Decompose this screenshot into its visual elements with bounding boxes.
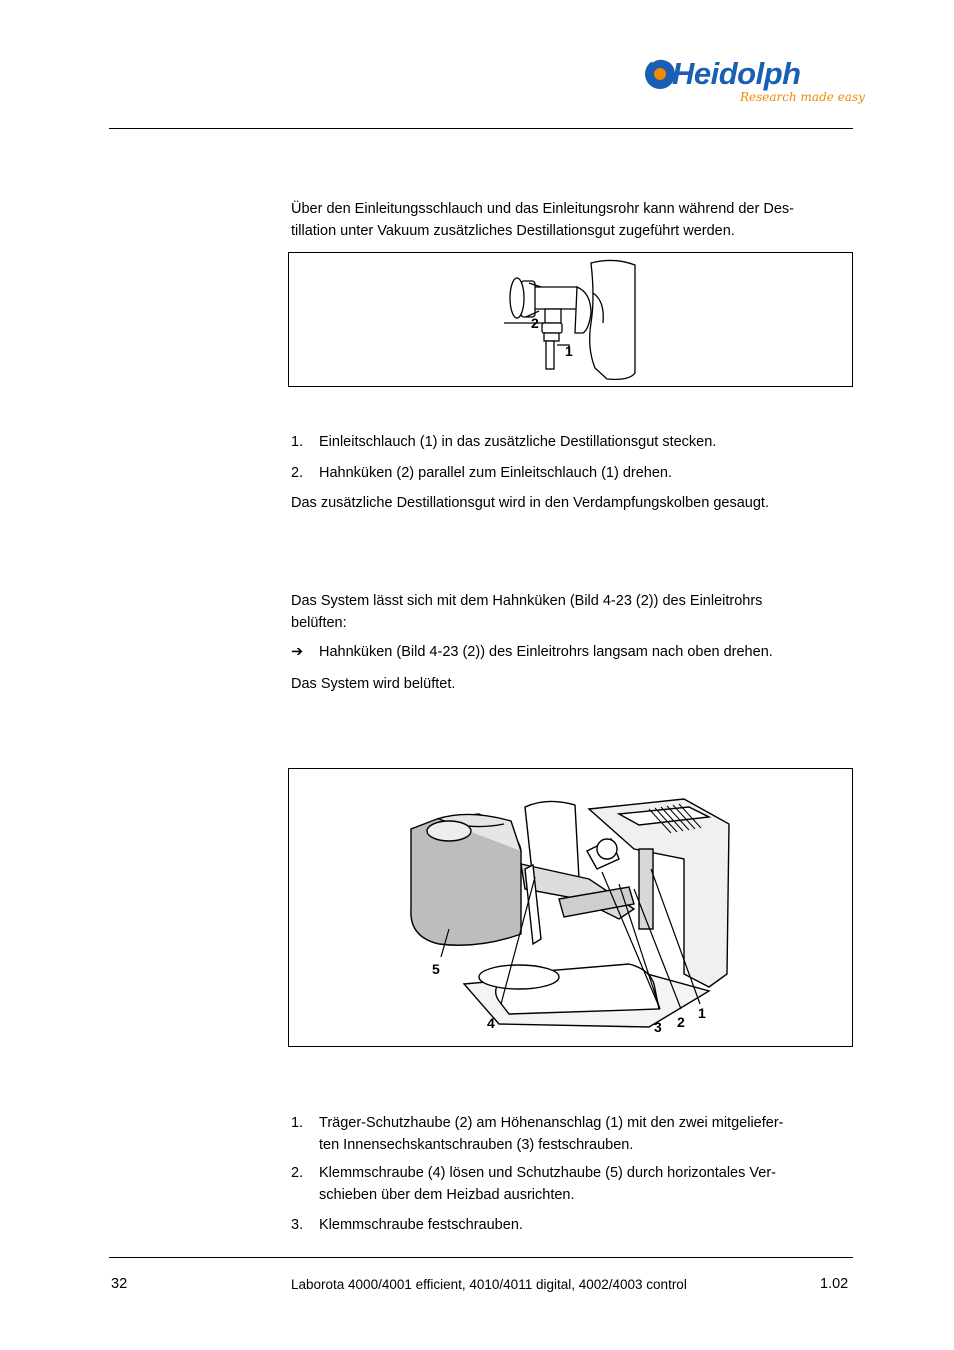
logo-tagline: Research made easy <box>740 90 865 104</box>
footer-rule <box>109 1257 853 1258</box>
figure2-label-1: 1 <box>698 1005 706 1021</box>
protective-hood-drawing <box>289 769 852 1046</box>
section1-intro: Über den Einleitungsschlauch und das Einleitungsrohr kann während der Des- tillation unter Vakuum zusätzliches Destillationsgut zugeführt werden. <box>291 201 794 239</box>
figure2-label-3: 3 <box>654 1019 662 1035</box>
logo-text: Heidolph <box>672 56 801 91</box>
footer-version: 1.02 <box>820 1276 849 1292</box>
section1-result: Das zusätzliche Destillationsgut wird in den Verdampfungskolben gesaugt. <box>291 495 769 511</box>
footer-product: Laborota 4000/4001 efficient, 4010/4011 digital, 4002/4003 control <box>291 1277 687 1292</box>
section2-intro: Das System lässt sich mit dem Hahnküken (Bild 4-23 (2)) des Einleitrohrs belüften: <box>291 593 763 631</box>
inlet-valve-drawing <box>289 253 852 386</box>
figure1-label-1: 1 <box>565 343 573 359</box>
figure1-label-2: 2 <box>531 315 539 331</box>
figure2-label-5: 5 <box>432 961 440 977</box>
header-rule <box>109 128 853 129</box>
figure2-label-4: 4 <box>487 1015 495 1031</box>
figure2-label-2: 2 <box>677 1014 685 1030</box>
page-number: 32 <box>111 1276 128 1292</box>
figure-inlet-valve <box>288 252 853 387</box>
arrow-right-icon: ➔ <box>291 644 304 660</box>
section2-result: Das System wird belüftet. <box>291 676 456 692</box>
figure-protective-hood <box>288 768 853 1047</box>
